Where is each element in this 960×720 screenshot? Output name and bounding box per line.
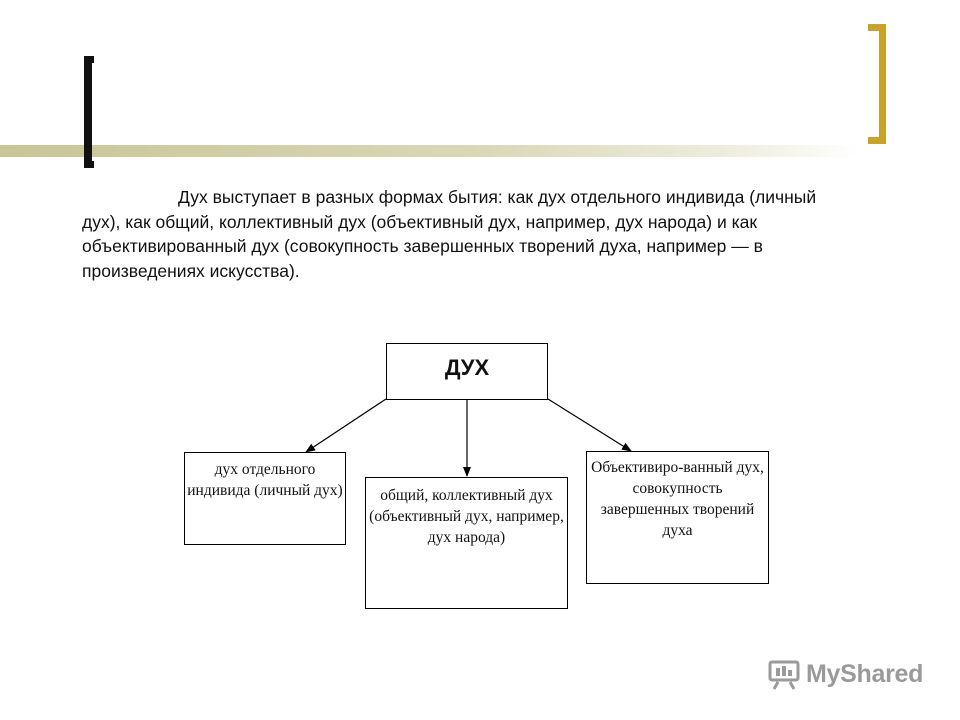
node-label: дух отдельного индивида (личный дух) [187,461,343,499]
root-node-label: ДУХ [444,355,490,380]
node-collective-spirit [365,477,568,609]
node-objectified-spirit [586,451,769,584]
watermark-text: MyShared [806,659,924,688]
diagram-root-node [386,343,548,400]
arrow-to-personal-spirit [306,399,386,452]
node-personal-spirit [184,452,346,545]
myshared-logo-icon [766,656,802,692]
intro-paragraph: Дух выступает в разных формах бытия: как дух отдельного индивида (личный дух), как общий, коллективный дух (объективный дух, например, дух народа) и как объективированный дух (совокупность завершенных творений духа, например — в произведениях искусства). [82,187,817,281]
watermark [766,656,923,692]
node-label: общий, коллективный дух (объективный дух, например, дух народа) [369,487,564,546]
node-label: Объективиро-ванный дух, совокупность завершенных творений духа [591,459,764,539]
arrow-to-objectified-spirit [548,399,631,451]
